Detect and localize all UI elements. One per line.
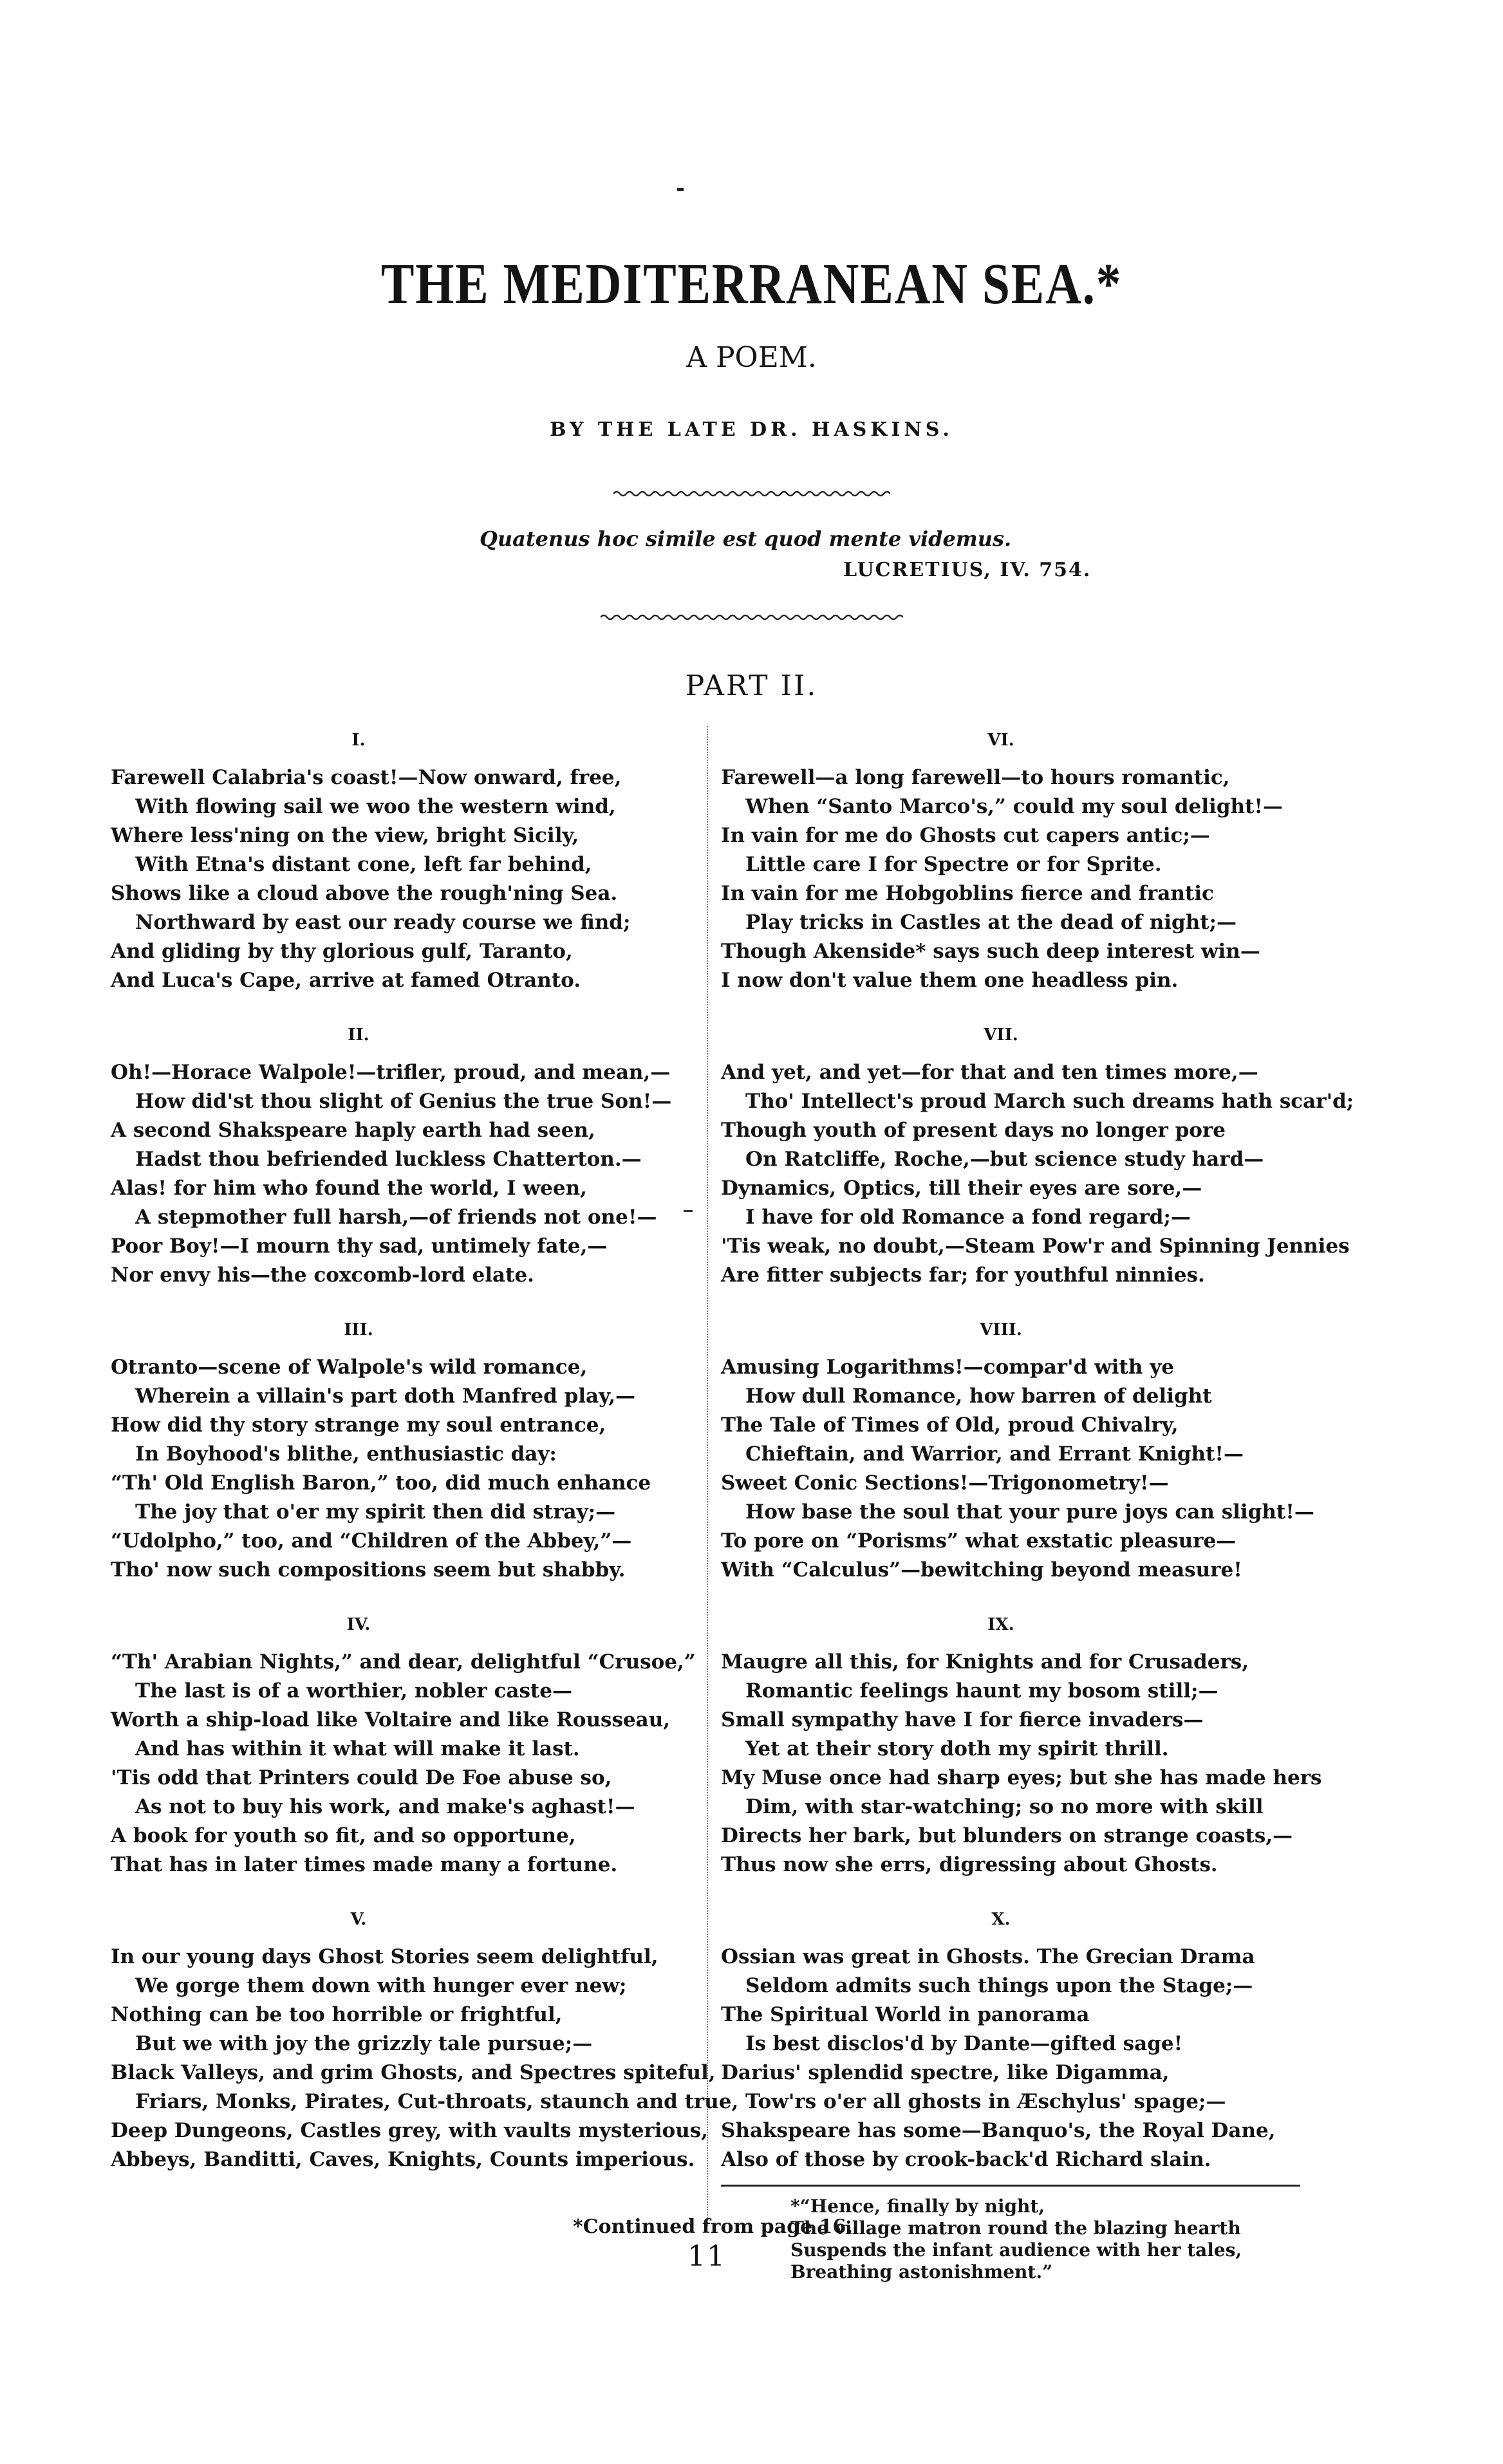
verse-line: Dynamics, Optics, till their eyes are sore,—: [721, 1177, 1202, 1200]
verse-line: When “Santo Marco's,” could my soul delight!—: [745, 795, 1283, 818]
verse-line: Where less'ning on the view, bright Sicily,: [111, 824, 579, 847]
verse-line: How did thy story strange my soul entrance,: [111, 1414, 606, 1437]
verse-line: Tow'rs o'er all ghosts in Æschylus' spage;—: [745, 2090, 1226, 2113]
verse-line: How did'st thou slight of Genius the true Son!—: [135, 1090, 672, 1113]
verse-line: And has within it what will make it last.: [135, 1737, 580, 1760]
stanza: [111, 1021, 696, 1290]
poem-title: THE MEDITERRANEAN SEA.*: [380, 252, 1123, 316]
verse-line: Amusing Logarithms!—compar'd with ye: [721, 1356, 1174, 1379]
stanza-gap: [111, 995, 696, 1021]
verse-line: The Tale of Times of Old, proud Chivalry,: [721, 1414, 1179, 1437]
footnote-rule: [721, 2185, 1300, 2187]
page-number: 11: [687, 2240, 726, 2273]
verse-line: 'Tis odd that Printers could De Foe abuse so,: [111, 1766, 612, 1789]
stanza-number: II.: [348, 1025, 369, 1045]
verse-line: In Boyhood's blithe, enthusiastic day:: [135, 1442, 557, 1466]
verse-line: Maugre all this, for Knights and for Crusaders,: [721, 1650, 1249, 1674]
verse-line: Tho' now such compositions seem but shabby.: [111, 1558, 626, 1582]
printer-mark: [677, 188, 684, 191]
verse-line: Abbeys, Banditti, Caves, Knights, Counts imperious.: [111, 2148, 695, 2171]
verse-line: Tho' Intellect's proud March such dreams hath scar'd;: [745, 1090, 1354, 1113]
verse-line: 'Tis weak, no doubt,—Steam Pow'r and Spinning Jennies: [721, 1235, 1350, 1258]
stanza-number: IV.: [346, 1615, 371, 1634]
verse-line: We gorge them down with hunger ever new;: [135, 1974, 627, 1997]
verse-line: How dull Romance, how barren of delight: [745, 1385, 1212, 1408]
verse-line: Shows like a cloud above the rough'ning Sea.: [111, 882, 618, 905]
verse-line: The joy that o'er my spirit then did stray;—: [135, 1500, 616, 1524]
stanza: [111, 1905, 739, 2174]
verse-line: With Etna's distant cone, left far behind,: [135, 853, 592, 876]
verse-line: Small sympathy have I for fierce invaders—: [721, 1708, 1204, 1731]
verse-line: I have for old Romance a fond regard;—: [745, 1206, 1191, 1229]
stanza-gap: [721, 1880, 1371, 1905]
footnote: [721, 2196, 1371, 2283]
verse-line: To pore on “Porisms” what exstatic pleasure—: [721, 1529, 1237, 1553]
verse-line: Wherein a villain's part doth Manfred play,—: [135, 1385, 635, 1408]
verse-line: That has in later times made many a fortune.: [111, 1853, 618, 1876]
verse-line: Ossian was great in Ghosts. The Grecian Drama: [721, 1945, 1255, 1968]
verse-line: Shakspeare has some—Banquo's, the Royal Dane,: [721, 2119, 1276, 2142]
stanza-number: VII.: [984, 1025, 1018, 1045]
footnote-line: Suspends the infant audience with her tales,: [790, 2239, 1242, 2261]
stanza-gap: [111, 1880, 696, 1905]
verse-line: The Spiritual World in panorama: [721, 2003, 1090, 2026]
verse-line: “Th' Old English Baron,” too, did much enhance: [111, 1471, 651, 1495]
stanza-number: VIII.: [980, 1320, 1022, 1339]
verse-line: Black Valleys, and grim Ghosts, and Spectres spiteful,: [111, 2061, 716, 2084]
verse-line: In vain for me Hobgoblins fierce and frantic: [721, 882, 1214, 905]
stanza-gap: [111, 1585, 696, 1610]
verse-line: Is best disclos'd by Dante—gifted sage!: [745, 2032, 1183, 2055]
verse-line: Darius' splendid spectre, like Digamma,: [721, 2061, 1170, 2084]
verse-line: With “Calculus”—bewitching beyond measure!: [721, 1558, 1242, 1582]
verse-line: Romantic feelings haunt my bosom still;—: [745, 1679, 1218, 1703]
epigraph-citation: LUCRETIUS, IV. 754.: [843, 559, 1092, 581]
verse-line: Worth a ship-load like Voltaire and like Rousseau,: [111, 1708, 671, 1731]
verse-line: Yet at their story doth my spirit thrill.: [745, 1737, 1169, 1760]
wavy-rule-bottom: [601, 613, 903, 622]
verse-line: Thus now she errs, digressing about Ghosts.: [721, 1853, 1218, 1876]
verse-line: In our young days Ghost Stories seem delightful,: [111, 1945, 658, 1968]
verse-line: A book for youth so fit, and so opportune,: [111, 1824, 576, 1847]
stanza-gap: [111, 1290, 696, 1316]
verse-line: Farewell—a long farewell—to hours romantic,: [721, 766, 1230, 789]
verse-line: With flowing sail we woo the western wind,: [135, 795, 616, 818]
verse-line: And gliding by thy glorious gulf, Taranto,: [111, 940, 573, 963]
verse-line: Nor envy his—the coxcomb-lord elate.: [111, 1264, 534, 1287]
verse-line: Though youth of present days no longer pore: [721, 1119, 1226, 1142]
stanza-number: X.: [991, 1910, 1011, 1929]
verse-line: Farewell Calabria's coast!—Now onward, free,: [111, 766, 622, 789]
verse-line: Seldom admits such things upon the Stage;—: [745, 1974, 1253, 1997]
verse-line: How base the soul that your pure joys can slight!—: [745, 1500, 1314, 1524]
verse-line: Chieftain, and Warrior, and Errant Knight!—: [745, 1442, 1244, 1466]
verse-line: Also of those by crook-back'd Richard slain.: [721, 2148, 1211, 2171]
verse-line: On Ratcliffe, Roche,—but science study hard—: [745, 1148, 1264, 1171]
poem-subtitle: A POEM.: [686, 341, 817, 374]
part-heading: PART II.: [685, 669, 818, 702]
stanza: [111, 1316, 696, 1585]
stanza: [721, 1316, 1371, 1585]
verse-line: “Th' Arabian Nights,” and dear, delightful “Crusoe,”: [111, 1650, 696, 1674]
verse-line: I now don't value them one headless pin.: [721, 969, 1179, 992]
verse-line: In vain for me do Ghosts cut capers antic;—: [721, 824, 1210, 847]
verse-line: Nothing can be too horrible or frightful,: [111, 2003, 563, 2026]
stanza-gap: [721, 995, 1371, 1021]
verse-line: But we with joy the grizzly tale pursue;—: [135, 2032, 593, 2055]
stanza: [721, 1610, 1371, 1880]
stanza: [721, 1021, 1371, 1290]
footnote-line: Breathing astonishment.”: [790, 2261, 1053, 2282]
stanza: [721, 726, 1371, 995]
verse-line: As not to buy his work, and make's aghast!—: [135, 1795, 635, 1818]
verse-line: Little care I for Spectre or for Sprite.: [745, 853, 1162, 876]
stanza-gap: [721, 1585, 1371, 1610]
verse-line: Hadst thou befriended luckless Chatterton.—: [135, 1148, 642, 1171]
left-column: [111, 726, 739, 2174]
verse-line: Play tricks in Castles at the dead of night;—: [745, 911, 1237, 934]
verse-line: Are fitter subjects far; for youthful ninnies.: [721, 1264, 1205, 1287]
verse-line: And yet, and yet—for that and ten times more,—: [721, 1061, 1258, 1084]
stanza-number: VI.: [987, 731, 1014, 750]
verse-line: Northward by east our ready course we find;: [135, 911, 631, 934]
stanza-number: IX.: [987, 1615, 1014, 1634]
verse-line: Dim, with star-watching; so no more with skill: [745, 1795, 1264, 1818]
verse-line: Oh!—Horace Walpole!—trifler, proud, and mean,—: [111, 1061, 671, 1084]
verse-line: A second Shakspeare haply earth had seen,: [111, 1119, 595, 1142]
stanza: [721, 1905, 1371, 2174]
footnote-line: The village matron round the blazing hearth: [790, 2217, 1241, 2239]
footnote-line: *“Hence, finally by night,: [790, 2196, 1045, 2217]
verse-line: “Udolpho,” too, and “Children of the Abbey,”—: [111, 1529, 632, 1553]
stanza: [111, 1610, 696, 1880]
stanza-number: III.: [344, 1320, 373, 1339]
continued-note: *Continued from page 16.: [573, 2216, 853, 2238]
verse-line: Directs her bark, but blunders on strange coasts,—: [721, 1824, 1293, 1847]
verse-line: And Luca's Cape, arrive at famed Otranto.: [111, 969, 581, 992]
verse-line: Friars, Monks, Pirates, Cut-throats, staunch and true,: [135, 2090, 739, 2113]
byline: BY THE LATE DR. HASKINS.: [550, 418, 953, 441]
stanza-number: I.: [351, 731, 366, 750]
column-divider: [707, 726, 708, 2226]
verse-line: Alas! for him who found the world, I ween,: [111, 1177, 587, 1200]
right-column: [721, 726, 1371, 2283]
stanza: [111, 726, 696, 995]
verse-line: Sweet Conic Sections!—Trigonometry!—: [721, 1471, 1169, 1495]
verse-line: Otranto—scene of Walpole's wild romance,: [111, 1356, 588, 1379]
epigraph: Quatenus hoc simile est quod mente videmus.: [480, 527, 1012, 551]
verse-line: The last is of a worthier, nobler caste—: [135, 1679, 572, 1703]
right-stanzas: [721, 726, 1371, 2174]
verse-line: Poor Boy!—I mourn thy sad, untimely fate,—: [111, 1235, 608, 1258]
stanza-gap: [721, 1290, 1371, 1316]
wavy-rule-top: [613, 489, 890, 498]
verse-line: Deep Dungeons, Castles grey, with vaults mysterious,: [111, 2119, 709, 2142]
stanza-number: V.: [350, 1910, 367, 1929]
verse-line: Though Akenside* says such deep interest win—: [721, 940, 1260, 963]
verse-line: A stepmother full harsh,—of friends not one!—: [135, 1206, 657, 1229]
verse-line: My Muse once had sharp eyes; but she has made hers: [721, 1766, 1322, 1789]
